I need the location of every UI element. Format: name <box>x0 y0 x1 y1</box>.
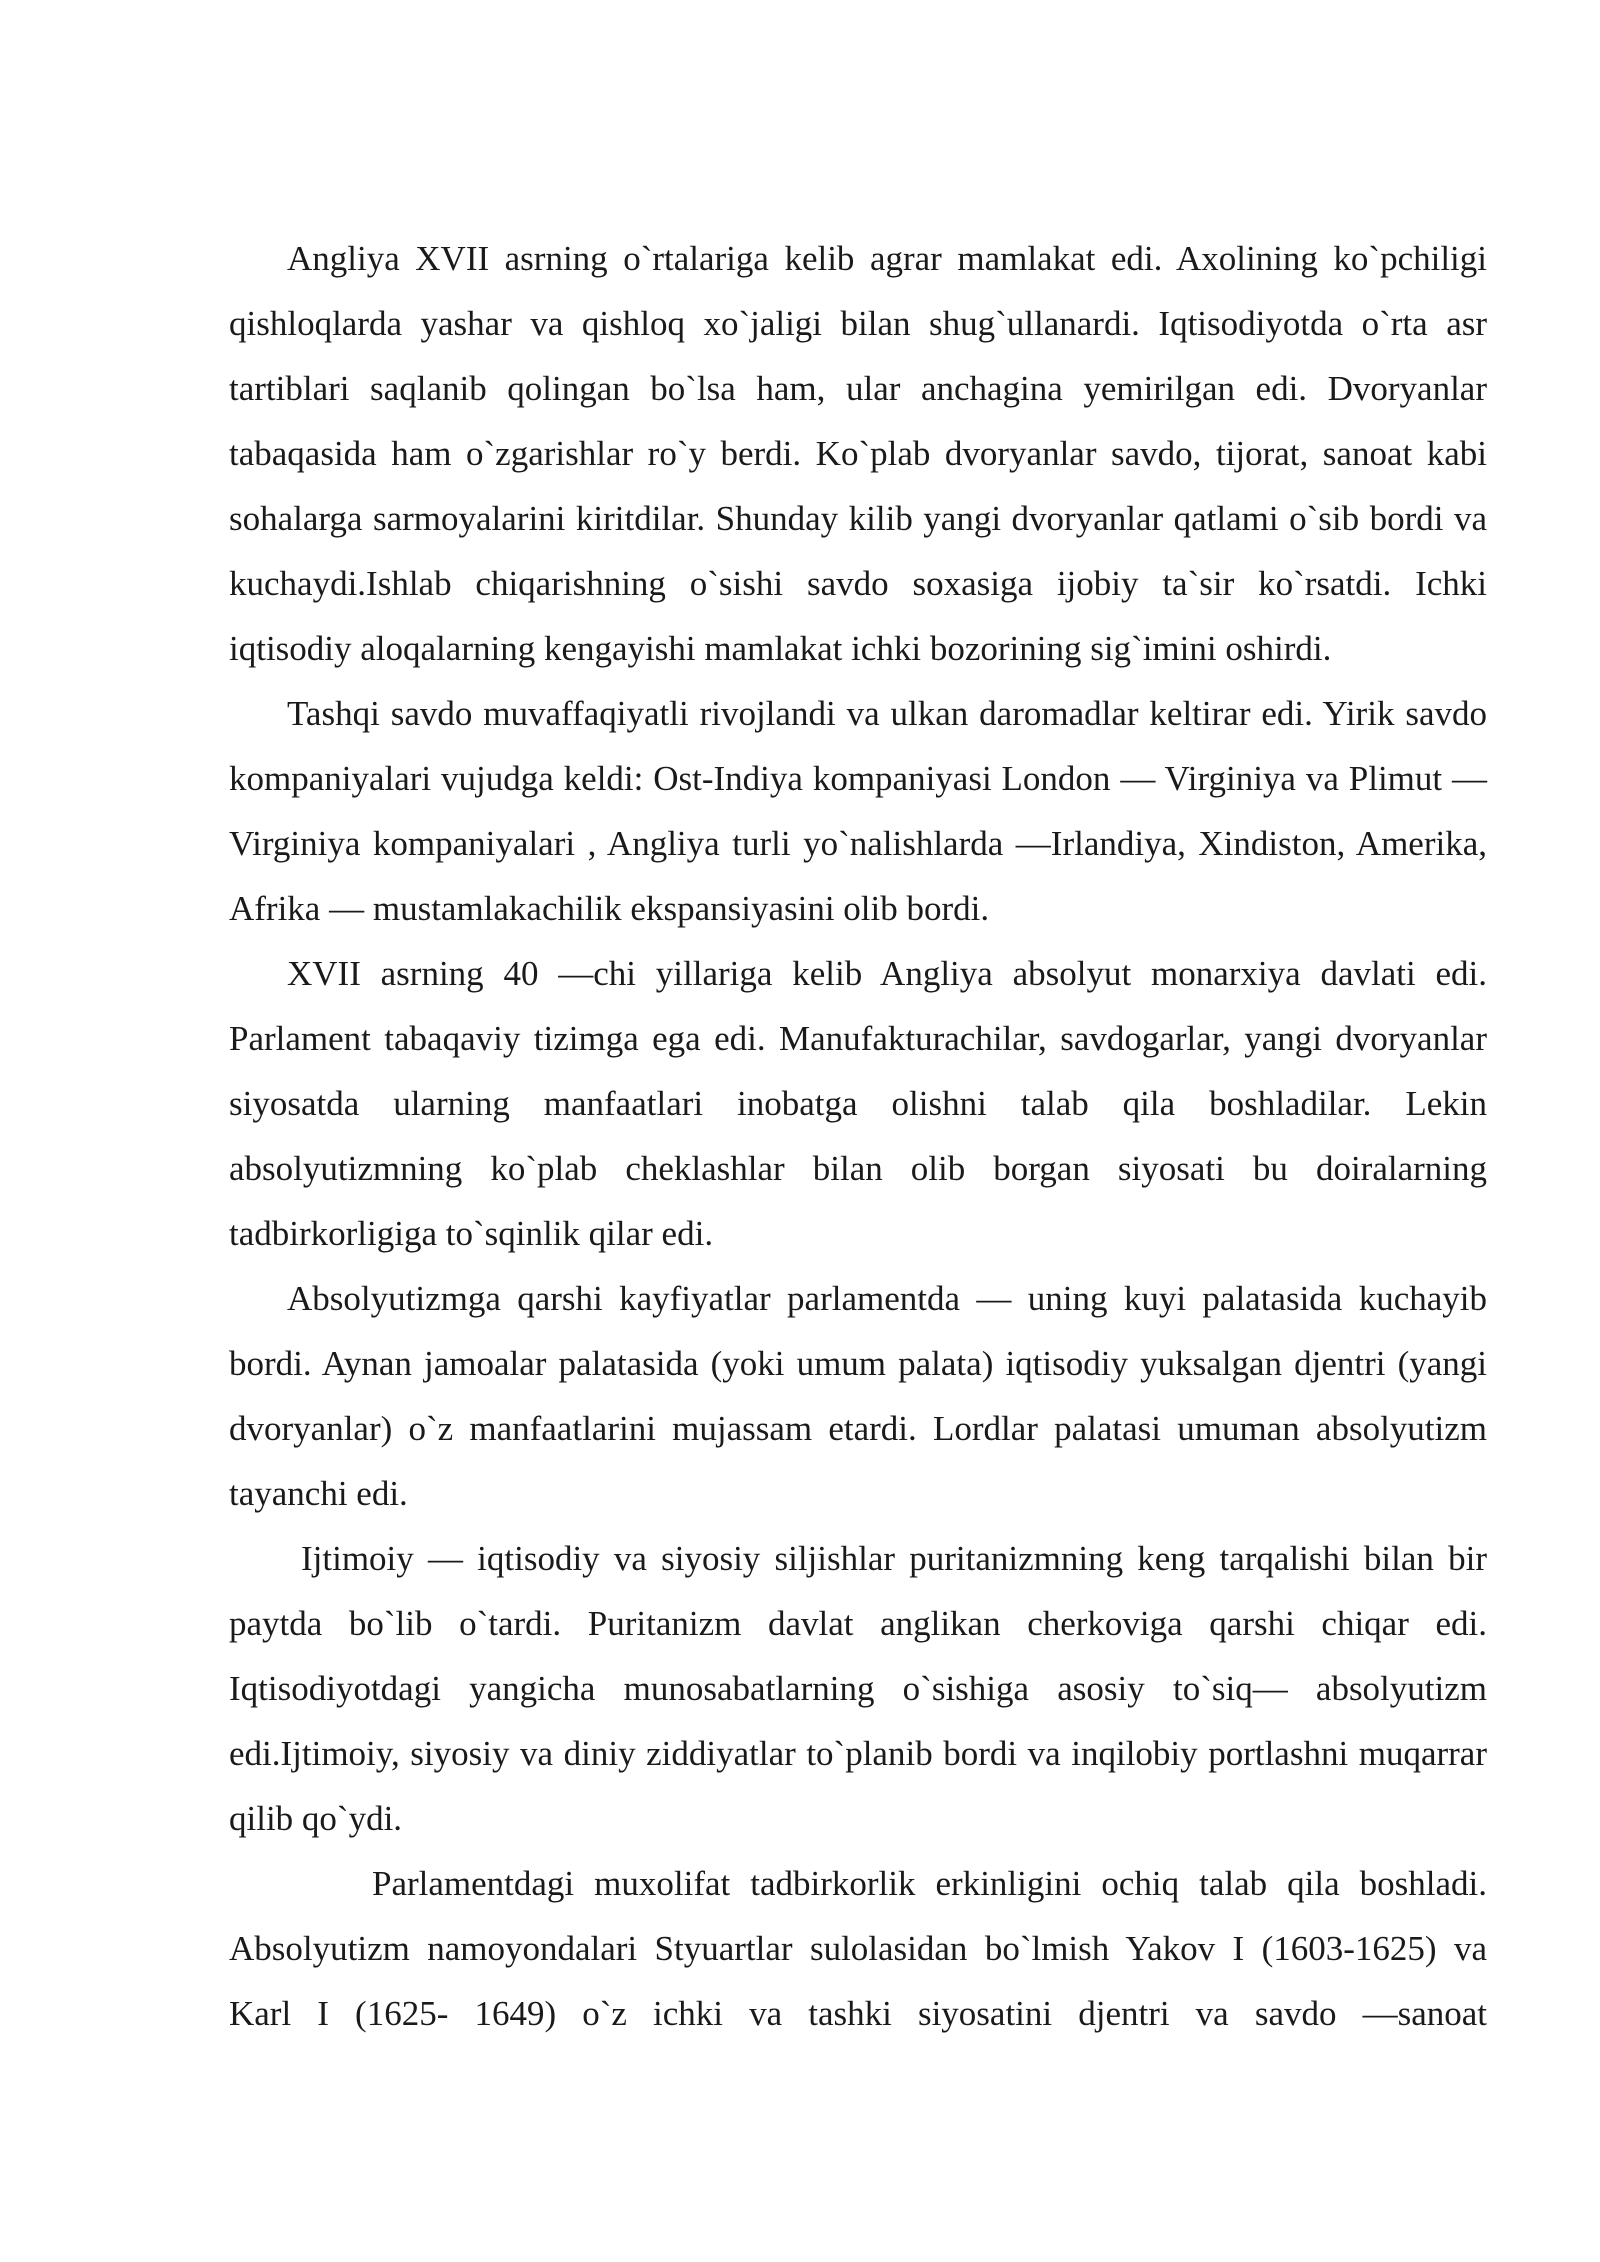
paragraph-parlament-kayfiyatlar: Absolyutizmga qarshi kayfiyatlar parlamentda — uning kuyi palatasida kuchayib bordi. Aynan jamoalar palatasida (yoki umum palata) iqtisodiy yuksalgan djentri (yangi dvoryanlar) o`z manfaatlarini mujassam etardi. Lordlar palatasi umuman absolyutizm tayanchi edi. <box>229 1279 1487 1513</box>
document-body <box>229 226 1487 2046</box>
paragraph-puritanizm: Ijtimoiy — iqtisodiy va siyosiy siljishlar puritanizmning keng tarqalishi bilan bir paytda bo`lib o`tardi. Puritanizm davlat anglikan cherkoviga qarshi chiqar edi. Iqtisodiyotdagi yangicha munosabatlarning o`sishiga asosiy to`siq— absolyutizm edi.Ijtimoiy, siyosiy va diniy ziddiyatlar to`planib bordi va inqilobiy portlashni muqarrar qilib qo`ydi. <box>229 1539 1487 1838</box>
paragraph-tashqi-savdo: Tashqi savdo muvaffaqiyatli rivojlandi va ulkan daromadlar keltirar edi. Yirik savdo kompaniyalari vujudga keldi: Ost-Indiya kompaniyasi London — Virginiya va Plimut — Virginiya kompaniyalari , Angliya turli yo`nalishlarda —Irlandiya, Xindiston, Amerika, Afrika — mustamlakachilik ekspansiyasini olib bordi. <box>229 694 1487 928</box>
paragraph-absolyut-monarxiya: XVII asrning 40 —chi yillariga kelib Angliya absolyut monarxiya davlati edi. Parlament tabaqaviy tizimga ega edi. Manufakturachilar, savdogarlar, yangi dvoryanlar siyosatda ularning manfaatlari inobatga olishni talab qila boshladilar. Lekin absolyutizmning ko`plab cheklashlar bilan olib borgan siyosati bu doiralarning tadbirkorligiga to`sqinlik qilar edi. <box>229 954 1487 1253</box>
paragraph-parlament-muxolifat: Parlamentdagi muxolifat tadbirkorlik erkinligini ochiq talab qila boshladi. Absolyutizm namoyondalari Styuartlar sulolasidan bo`lmish Yakov I (1603-1625) va Karl I (1625- 1649) o`z ichki va tashki siyosatini djentri va savdo —sanoat <box>229 1864 1487 2033</box>
paragraph-agrar-mamlakat: Angliya XVII asrning o`rtalariga kelib agrar mamlakat edi. Axolining ko`pchiligi qishloqlarda yashar va qishloq xo`jaligi bilan shug`ullanardi. Iqtisodiyotda o`rta asr tartiblari saqlanib qolingan bo`lsa ham, ular anchagina yemirilgan edi. Dvoryanlar tabaqasida ham o`zgarishlar ro`y berdi. Ko`plab dvoryanlar savdo, tijorat, sanoat kabi sohalarga sarmoyalarini kiritdilar. Shunday kilib yangi dvoryanlar qatlami o`sib bordi va kuchaydi.Ishlab chiqarishning o`sishi savdo soxasiga ijobiy ta`sir ko`rsatdi. Ichki iqtisodiy aloqalarning kengayishi mamlakat ichki bozorining sig`imini oshirdi. <box>229 239 1487 668</box>
